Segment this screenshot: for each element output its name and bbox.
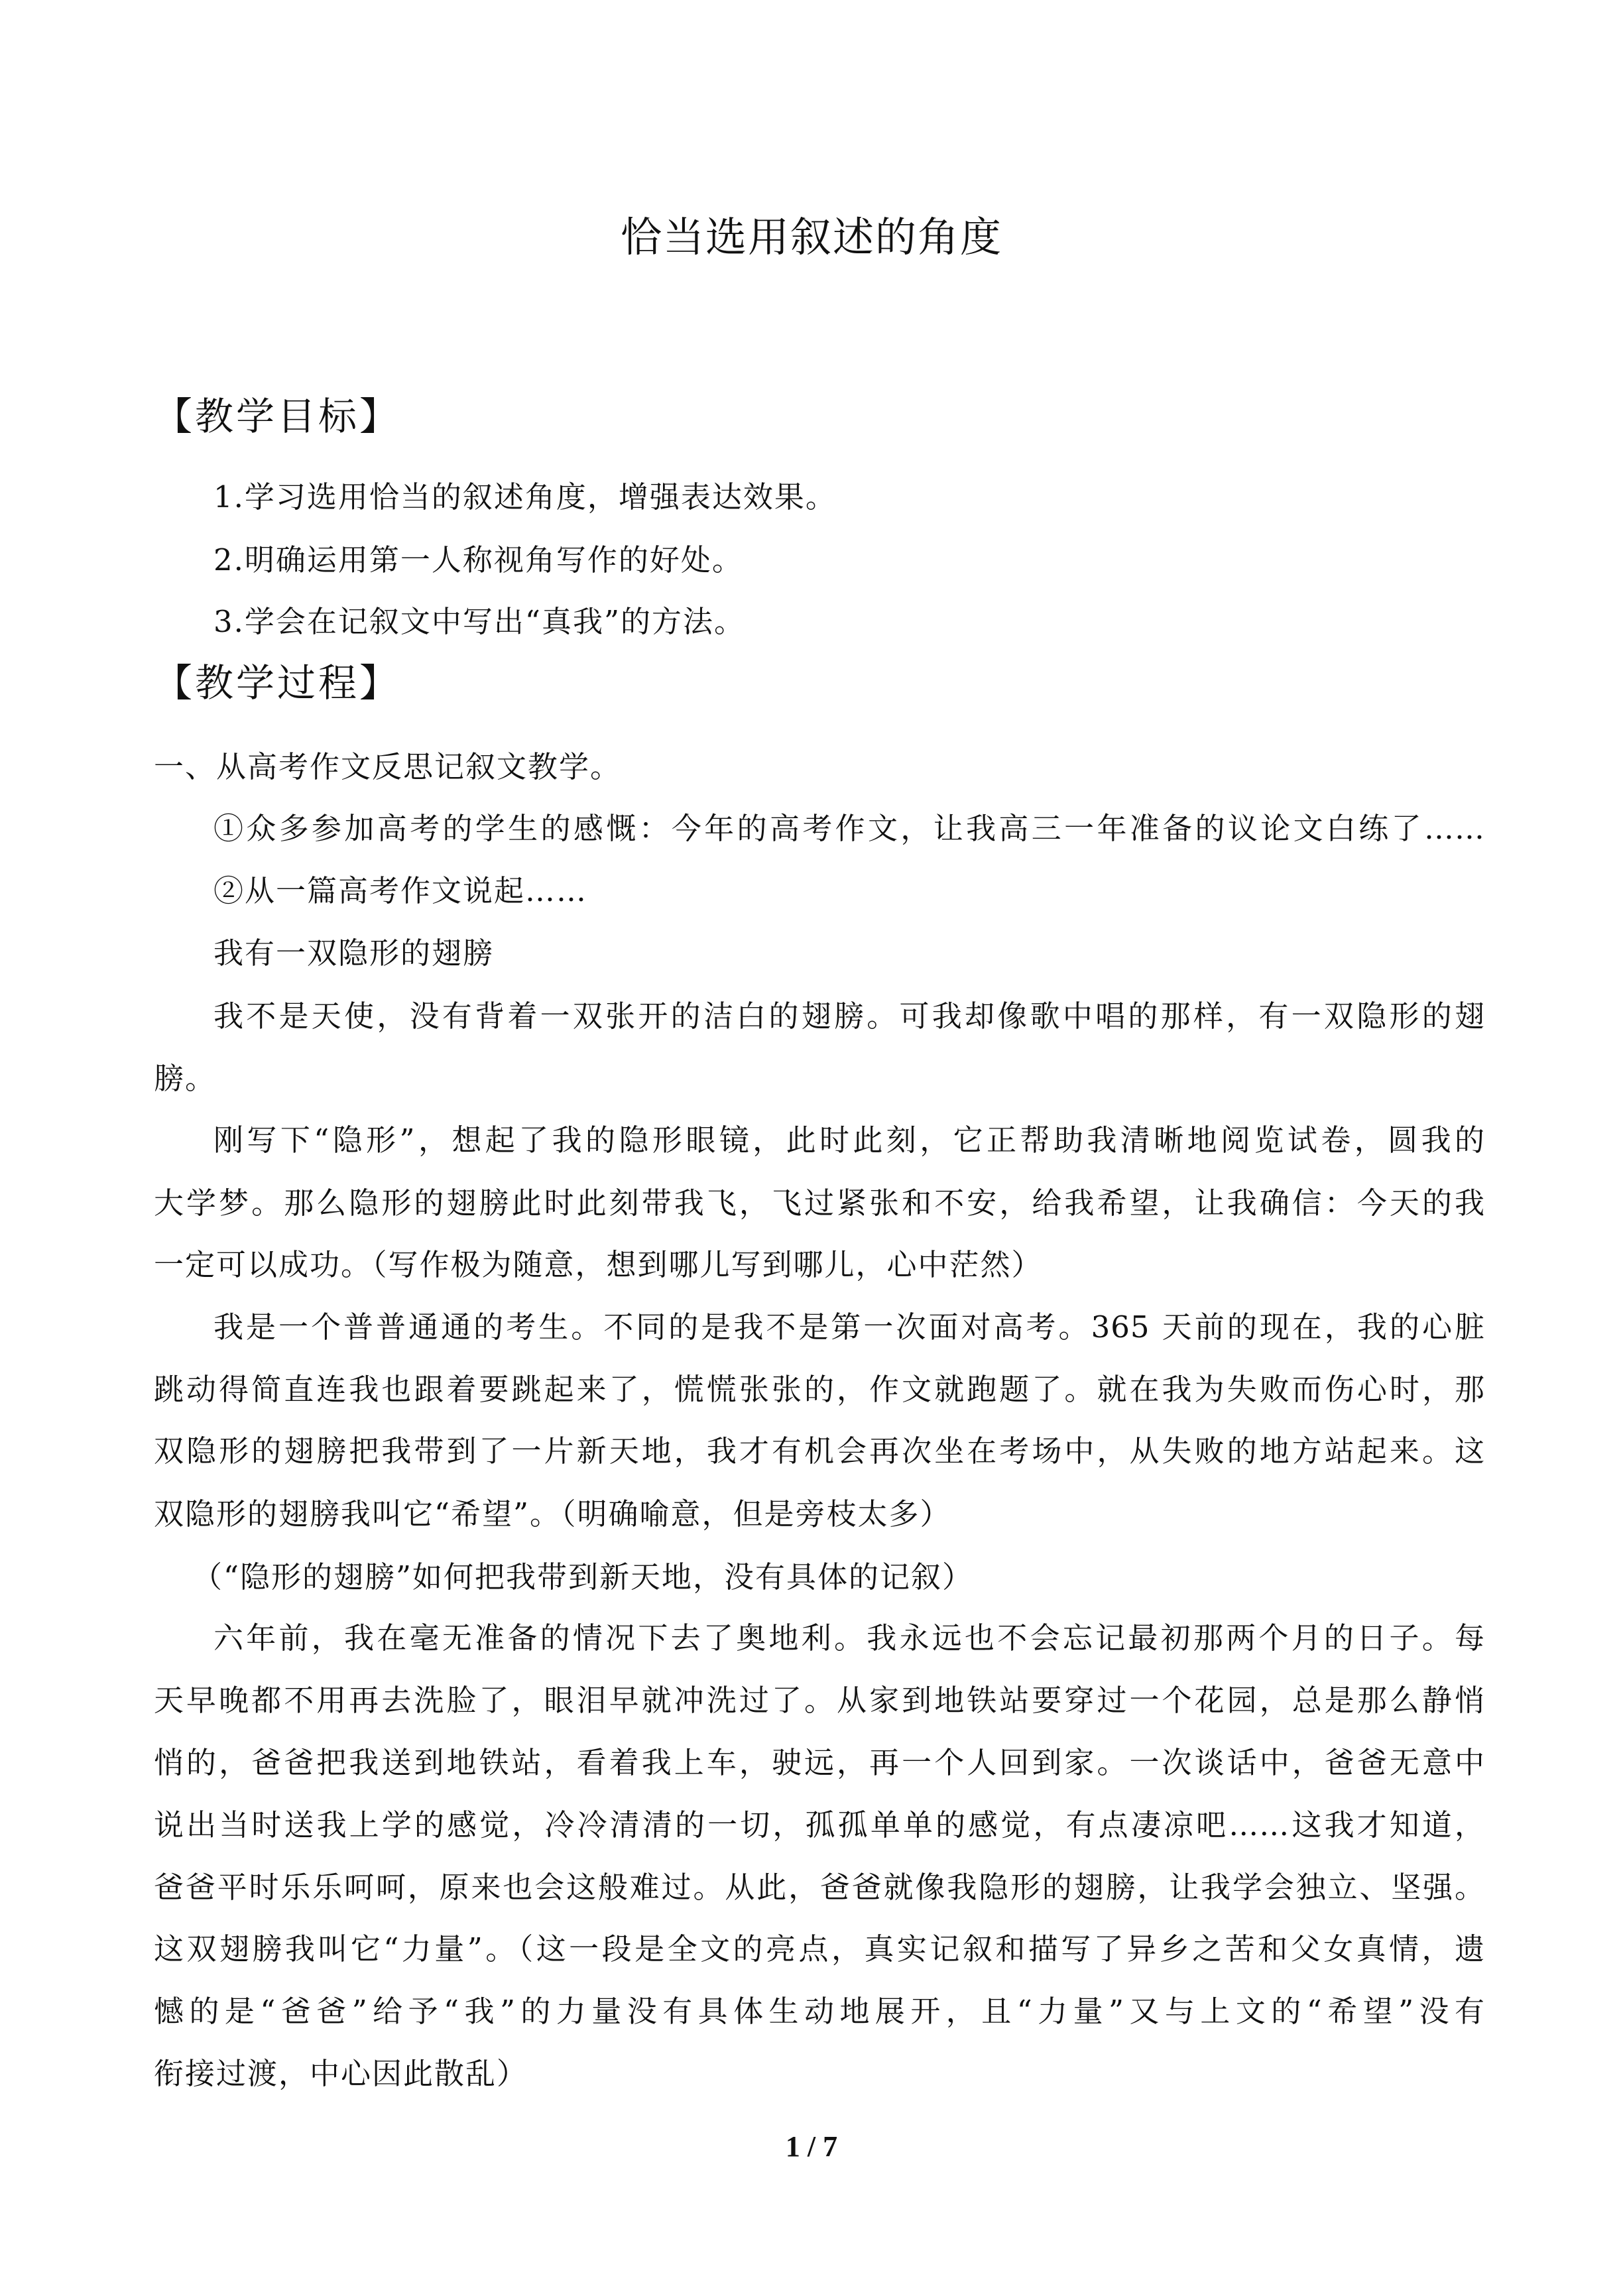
paragraph-line: 衔接过渡，中心因此散乱） (154, 2056, 528, 2091)
goal-item: 3.学会在记叙文中写出“真我”的方法。 (213, 604, 745, 639)
page-title: 恰当选用叙述的角度 (620, 213, 1002, 261)
point-text: ②从一篇高考作文说起…… (213, 873, 588, 908)
paragraph-line: 憾的是“爸爸”给予“我”的力量没有具体生动地展开，且“力量”又与上文的“希望”没有 (154, 1994, 1485, 2029)
paragraph-line: 我是一个普普通通的考生。不同的是我不是第一次面对高考。365 天前的现在，我的心脏 (213, 1309, 1485, 1345)
point-text: ①众多参加高考的学生的感慨：今年的高考作文，让我高三一年准备的议论文白练了…… (213, 811, 1485, 846)
section-heading-goals: 【教学目标】 (154, 394, 401, 439)
paragraph-line: 爸爸平时乐乐呵呵，原来也会这般难过。从此，爸爸就像我隐形的翅膀，让我学会独立、坚强。 (154, 1870, 1485, 1905)
paragraph-line: 双隐形的翅膀我叫它“希望”。（明确喻意，但是旁枝太多） (154, 1496, 951, 1532)
paragraph-line: 这双翅膀我叫它“力量”。（这一段是全文的亮点，真实记叙和描写了异乡之苦和父女真情，遗 (154, 1931, 1485, 1966)
part-title: 一、从高考作文反思记叙文教学。 (154, 749, 622, 784)
paragraph-line: 刚写下“隐形”，想起了我的隐形眼镜，此时此刻，它正帮助我清晰地阅览试卷，圆我的 (213, 1122, 1485, 1158)
paragraph-line: 说出当时送我上学的感觉，冷冷清清的一切，孤孤单单的感觉，有点凄凉吧……这我才知道， (154, 1807, 1485, 1843)
paragraph-line: 我不是天使，没有背着一双张开的洁白的翅膀。可我却像歌中唱的那样，有一双隐形的翅 (213, 998, 1485, 1034)
goal-item: 2.明确运用第一人称视角写作的好处。 (213, 542, 743, 577)
paragraph-line: 膀。 (154, 1061, 217, 1096)
essay-title: 我有一双隐形的翅膀 (213, 936, 495, 971)
paragraph-line: 天早晚都不用再去洗脸了，眼泪早就冲洗过了。从家到地铁站要穿过一个花园，总是那么静悄 (154, 1683, 1485, 1718)
paragraph-line: （“隐形的翅膀”如何把我带到新天地，没有具体的记叙） (192, 1559, 974, 1595)
page-number: 1 / 7 (785, 2130, 838, 2163)
paragraph-line: 跳动得简直连我也跟着要跳起来了，慌慌张张的，作文就跑题了。就在我为失败而伤心时，那 (154, 1372, 1485, 1407)
goal-item: 1.学习选用恰当的叙述角度，增强表达效果。 (213, 479, 837, 514)
paragraph-line: 双隐形的翅膀把我带到了一片新天地，我才有机会再次坐在考场中，从失败的地方站起来。这 (154, 1433, 1485, 1469)
paragraph-line: 大学梦。那么隐形的翅膀此时此刻带我飞，飞过紧张和不安，给我希望，让我确信：今天的我 (154, 1185, 1485, 1221)
paragraph-line: 一定可以成功。（写作极为随意，想到哪儿写到哪儿，心中茫然） (154, 1247, 1043, 1282)
paragraph-line: 六年前，我在毫无准备的情况下去了奥地利。我永远也不会忘记最初那两个月的日子。每 (213, 1620, 1485, 1656)
paragraph-line: 悄的，爸爸把我送到地铁站，看着我上车，驶远，再一个人回到家。一次谈话中，爸爸无意中 (154, 1745, 1485, 1780)
section-heading-process: 【教学过程】 (154, 660, 401, 705)
